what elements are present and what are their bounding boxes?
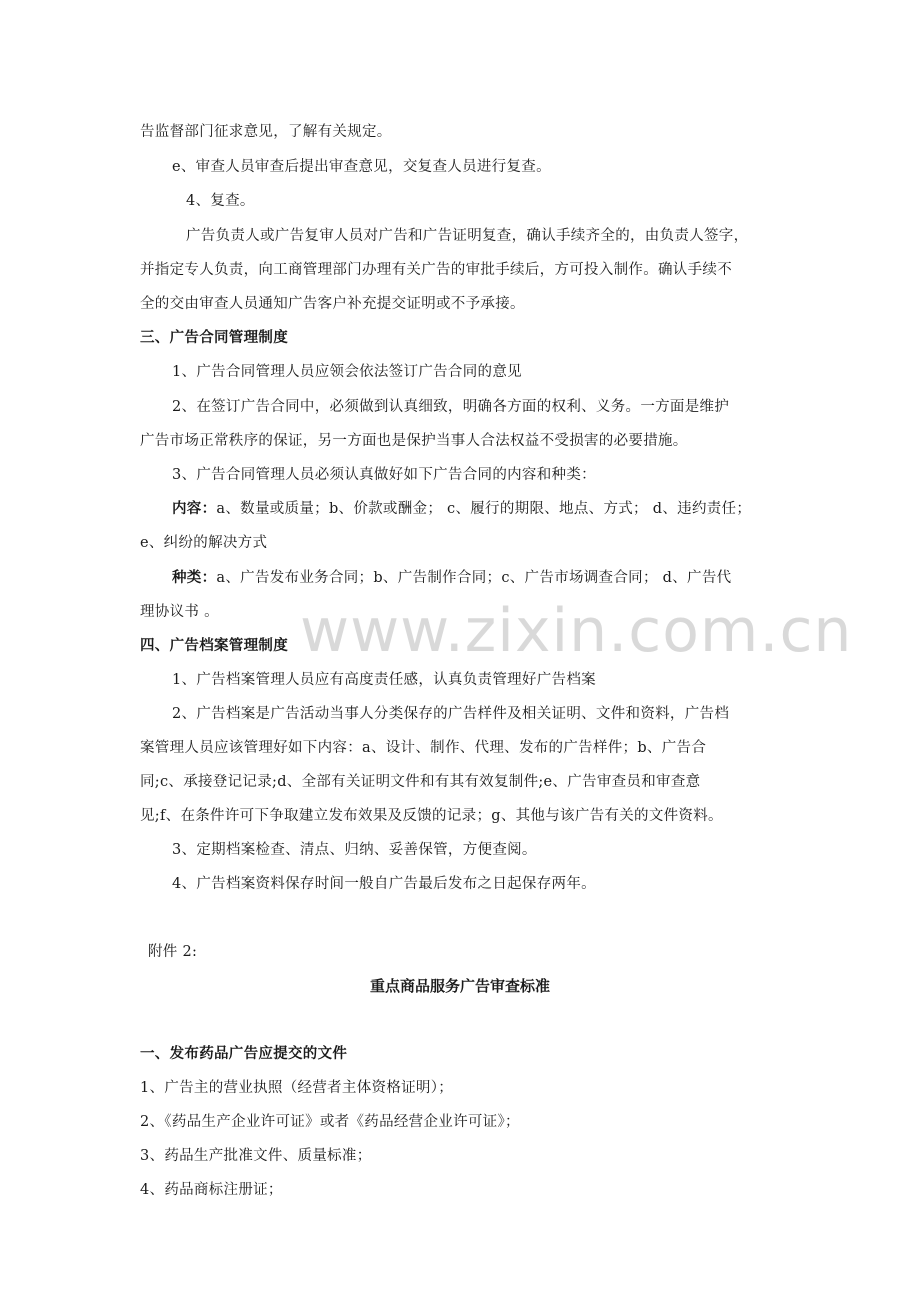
contract-kind-line <box>172 568 731 588</box>
paragraph-line: 4、复查。 <box>186 193 255 209</box>
list-item: 2、《药品生产企业许可证》或者《药品经营企业许可证》； <box>140 1114 520 1130</box>
paragraph-line: 理协议书 。 <box>140 604 219 620</box>
paragraph-line: 3、广告合同管理人员必须认真做好如下广告合同的内容和种类： <box>172 467 596 483</box>
paragraph-line: 广告市场正常秩序的保证，另一方面也是保护当事人合法权益不受损害的必要措施。 <box>140 433 688 449</box>
list-item: 1、广告主的营业执照（经营者主体资格证明）； <box>140 1080 454 1096</box>
contract-content-line <box>172 499 751 519</box>
paragraph-line: 全的交由审查人员通知广告客户补充提交证明或不予承接。 <box>140 296 525 312</box>
content-label: 内容： <box>172 500 217 517</box>
section-heading: 一、发布药品广告应提交的文件 <box>140 1045 348 1062</box>
content-items: a、数量或质量；b、价款或酬金； c、履行的期限、地点、方式； d、违约责任； <box>216 501 752 517</box>
paragraph-line: 见;f、在条件许可下争取建立发布效果及反馈的记录；g、其他与该广告有关的文件资料。 <box>140 808 723 824</box>
paragraph-line: 3、定期档案检查、清点、归纳、妥善保管，方便查阅。 <box>172 842 537 858</box>
watermark: www.zixin.com.cn <box>300 596 853 666</box>
paragraph-line: 同;c、承接登记记录;d、全部有关证明文件和有其有效复制件;e、广告审查员和审查意 <box>140 774 701 790</box>
paragraph-line: 2、在签订广告合同中，必须做到认真细致，明确各方面的权利、义务。一方面是维护 <box>172 399 730 415</box>
paragraph-line: 1、广告合同管理人员应领会依法签订广告合同的意见 <box>172 364 522 380</box>
paragraph-line: e、审查人员审查后提出审查意见，交复查人员进行复查。 <box>172 159 551 175</box>
list-item: 3、药品生产批准文件、质量标准； <box>140 1148 372 1164</box>
paragraph-line: 广告负责人或广告复审人员对广告和广告证明复查，确认手续齐全的，由负责人签字， <box>186 228 749 244</box>
section-heading: 三、广告合同管理制度 <box>140 329 288 346</box>
section-heading: 四、广告档案管理制度 <box>140 637 288 654</box>
paragraph-line: 告监督部门征求意见，了解有关规定。 <box>140 124 392 140</box>
list-item: 4、药品商标注册证； <box>140 1182 283 1198</box>
paragraph-line: 并指定专人负责，向工商管理部门办理有关广告的审批手续后，方可投入制作。确认手续不 <box>140 262 732 278</box>
kind-items: a、广告发布业务合同；b、广告制作合同；c、广告市场调查合同； d、广告代 <box>216 570 732 586</box>
paragraph-line: 案管理人员应该管理好如下内容：a、设计、制作、代理、发布的广告样件；b、广告合 <box>140 740 707 756</box>
kind-label: 种类： <box>172 569 217 586</box>
paragraph-line: 2、广告档案是广告活动当事人分类保存的广告样件及相关证明、文件和资料，广告档 <box>172 706 730 722</box>
attachment-label: 附件 2: <box>148 944 198 960</box>
paragraph-line: 1、广告档案管理人员应有高度责任感，认真负责管理好广告档案 <box>172 672 596 688</box>
paragraph-line: e、纠纷的解决方式 <box>140 535 268 551</box>
attachment-title: 重点商品服务广告审查标准 <box>369 977 550 995</box>
paragraph-line: 4、广告档案资料保存时间一般自广告最后发布之日起保存两年。 <box>172 876 596 892</box>
